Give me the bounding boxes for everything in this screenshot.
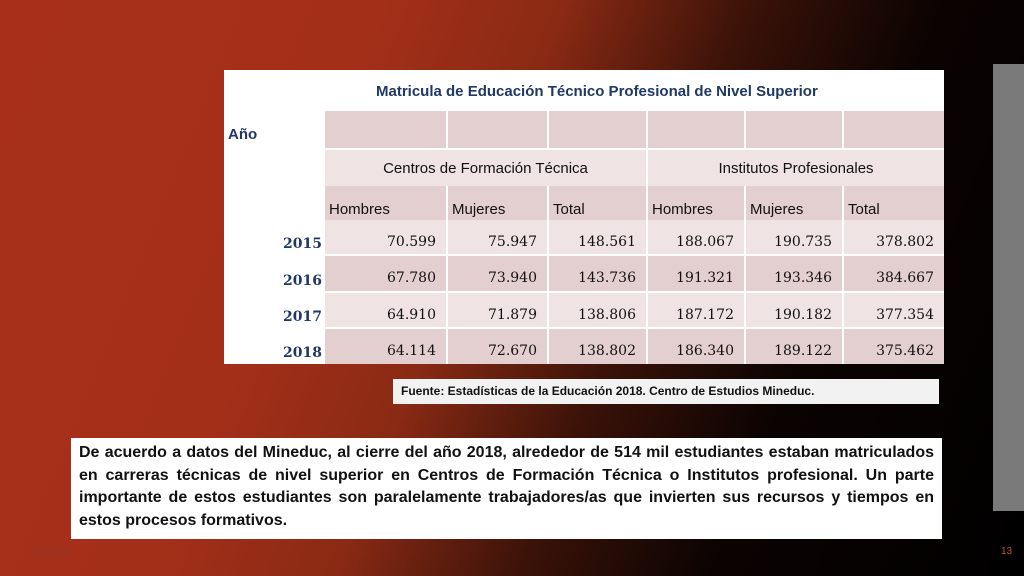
group-header-cft: Centros de Formación Técnica [325,150,646,186]
year-label: 2015 [283,236,322,252]
year-label: 2016 [283,273,322,289]
table-cell: 375.462 [844,329,944,364]
subheader-total-cft: Total [549,186,646,220]
table-cell: 384.667 [844,256,944,291]
table-title: Matricula de Educación Técnico Profesional de Nivel Superior [376,83,818,100]
header-blank-cell [648,111,744,148]
table-cell: 190.182 [746,293,842,327]
page-number: 13 [1001,546,1013,557]
table-cell: 70.599 [325,220,446,254]
table-cell: 143.736 [549,256,646,291]
group-header-ip: Institutos Profesionales [648,150,944,186]
table-cell: 138.806 [549,293,646,327]
table-cell: 186.340 [648,329,744,364]
body-paragraph: De acuerdo a datos del Mineduc, al cierre del año 2018, alrededor de 514 mil estudiantes estaban matriculados en carreras técnicas de nivel superior en Centros de Formación Técnica o Institutos profesional. Un parte importante de estos estudiantes son paralelamente trabajadores/as que invierten sus recursos y tiempos en estos procesos formativos. [71,438,942,539]
enrollment-table [224,70,944,364]
table-cell: 188.067 [648,220,744,254]
subheader-total-ip: Total [844,186,944,220]
slide-side-bar [993,64,1024,511]
table-cell: 73.940 [448,256,547,291]
year-label: 2018 [283,345,322,361]
header-blank-cell [448,111,547,148]
table-cell: 67.780 [325,256,446,291]
subheader-hombres-cft: Hombres [325,186,446,220]
table-cell: 377.354 [844,293,944,327]
table-cell: 64.114 [325,329,446,364]
table-cell: 187.172 [648,293,744,327]
table-cell: 72.670 [448,329,547,364]
subheader-mujeres-ip: Mujeres [746,186,842,220]
table-cell: 148.561 [549,220,646,254]
table-cell: 191.321 [648,256,744,291]
table-cell: 189.122 [746,329,842,364]
header-blank-cell [325,111,446,148]
header-blank-cell [844,111,944,148]
subheader-mujeres-cft: Mujeres [448,186,547,220]
table-cell: 138.802 [549,329,646,364]
source-caption: Fuente: Estadísticas de la Educación 2018. Centro de Estudios Mineduc. [393,379,939,404]
header-blank-cell [549,111,646,148]
table-cell: 190.735 [746,220,842,254]
header-blank-cell [746,111,842,148]
table-cell: 193.346 [746,256,842,291]
table-cell: 64.910 [325,293,446,327]
table-cell: 71.879 [448,293,547,327]
subheader-hombres-ip: Hombres [648,186,744,220]
year-label: 2017 [283,309,322,325]
footer-date: 1/21/2020 [30,547,71,557]
year-column-header: Año [228,126,258,143]
table-cell: 378.802 [844,220,944,254]
table-cell: 75.947 [448,220,547,254]
